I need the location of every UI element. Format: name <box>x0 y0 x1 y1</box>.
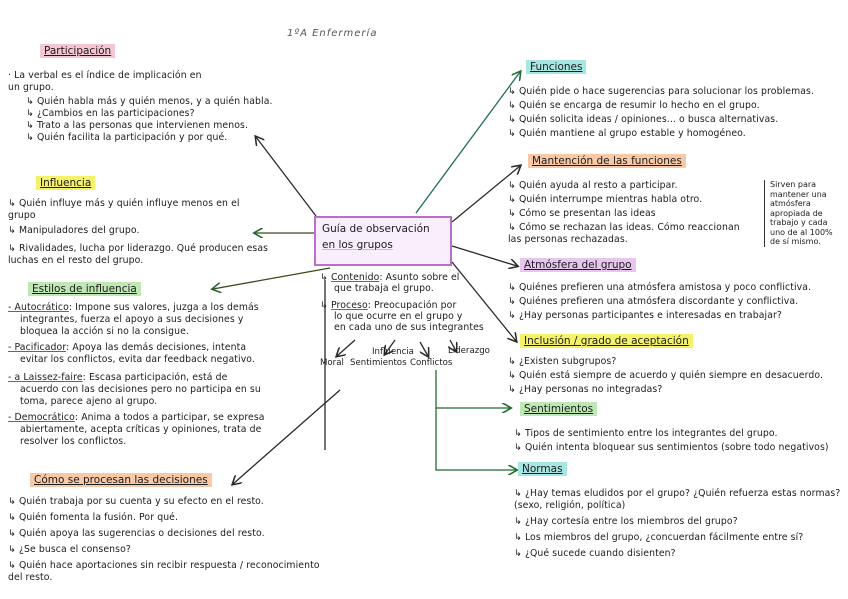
participacion-line-4: ↳ ¿Cambios en las participaciones? <box>26 108 195 119</box>
mantenimiento-heading: Mantención de las funciones <box>528 154 686 168</box>
decisiones-line-6: del resto. <box>8 572 53 583</box>
arrow-sub-moral <box>337 340 355 356</box>
influencia-line-3: ↳ Manipuladores del grupo. <box>8 225 140 236</box>
participacion-heading: Participación <box>40 44 115 58</box>
sub-influencia: Influencia <box>372 347 414 357</box>
normas-heading: Normas <box>518 462 567 476</box>
influencia-line-2: grupo <box>8 210 36 221</box>
normas-line-3: ↳ ¿Hay cortesía entre los miembros del grupo? <box>514 516 738 527</box>
participacion-line-3: ↳ Quién habla más y quién menos, y a quién habla. <box>26 96 273 107</box>
arrow-to-sentimientos <box>436 370 510 408</box>
sub-moral: Moral <box>320 358 344 368</box>
normas-line-1: ↳ ¿Hay temas eludidos por el grupo? ¿Quién refuerza estas normas? <box>514 488 841 499</box>
influencia-line-4: ↳ Rivalidades, lucha por liderazgo. Qué producen esas <box>8 243 269 254</box>
mantenimiento-line-3: ↳ Cómo se presentan las ideas <box>508 208 656 219</box>
sub-liderazgo: Liderazgo <box>448 346 490 356</box>
proceso-text: : Preocupación por <box>367 300 457 311</box>
mantenimiento-line-4: ↳ Cómo se rechazan las ideas. Cómo reaccionan <box>508 222 740 233</box>
funciones-line-3: ↳ Quién solicita ideas / opiniones... o busca alternativas. <box>508 114 779 125</box>
estilos-line-6: - a Laissez-faire: Escasa participación, está de <box>8 372 228 383</box>
influencia-line-5: luchas en el resto del grupo. <box>8 255 144 266</box>
sentimientos-line-1: ↳ Tipos de sentimiento entre los integrantes del grupo. <box>514 428 778 439</box>
decisiones-heading: Cómo se procesan las decisiones <box>30 473 212 487</box>
estilos-line-5: evitar los conflictos, evita dar feedback negativo. <box>20 354 255 365</box>
estilos-line-1: - Autocrático: Impone sus valores, juzga a los demás <box>8 302 259 313</box>
mantenimiento-note: Sirven para mantener una atmósfera apropiada de trabajo y cada uno de al 100% de sí mismo. <box>764 180 842 247</box>
proceso-label: Proceso <box>330 300 368 311</box>
arrow-sub-conflictos <box>420 342 428 356</box>
arrow-to-normas <box>436 408 516 470</box>
sub-conflictos: Conflictos <box>410 358 453 368</box>
arrow-to-atmosfera <box>452 246 517 266</box>
central-topic-line2: en los grupos <box>322 239 393 251</box>
atmosfera-line-1: ↳ Quiénes prefieren una atmósfera amistosa y poco conflictiva. <box>508 282 812 293</box>
estilos-line-8: toma, parece ajeno al grupo. <box>20 396 158 407</box>
decisiones-line-2: ↳ Quién fomenta la fusión. Por qué. <box>8 512 179 523</box>
proceso-definition-2: lo que ocurre en el grupo y <box>334 311 463 322</box>
funciones-line-2: ↳ Quién se encarga de resumir lo hecho en el grupo. <box>508 100 760 111</box>
estilos-line-10: abiertamente, acepta críticas y opiniones, trata de <box>20 424 262 435</box>
estilos-line-9: - Democrático: Anima a todos a participar, se expresa <box>8 412 265 423</box>
decisiones-line-4: ↳ ¿Se busca el consenso? <box>8 544 131 555</box>
normas-line-5: ↳ ¿Qué sucede cuando disienten? <box>514 548 676 559</box>
proceso-definition: ↳ Proceso: Preocupación por <box>320 300 457 311</box>
decisiones-line-5: ↳ Quién hace aportaciones sin recibir respuesta / reconocimiento <box>8 560 320 571</box>
estilos-line-11: resolver los conflictos. <box>20 436 127 447</box>
inclusion-line-2: ↳ Quién está siempre de acuerdo y quién siempre en desacuerdo. <box>508 370 824 381</box>
page-title: 1ºA Enfermería <box>287 28 378 39</box>
estilos-line-2: integrantes, fuerza el apoyo a sus decisiones y <box>20 314 244 325</box>
estilos-line-7: acuerdo con las decisiones pero no participa en su <box>20 384 261 395</box>
funciones-heading: Funciones <box>526 60 586 74</box>
influencia-heading: Influencia <box>36 176 95 190</box>
funciones-line-4: ↳ Quién mantiene al grupo estable y homogéneo. <box>508 128 746 139</box>
central-topic-line1: Guía de observación <box>322 223 430 235</box>
proceso-definition-3: en cada uno de sus integrantes <box>334 322 484 333</box>
contenido-definition: ↳ Contenido: Asunto sobre el <box>320 272 460 283</box>
participacion-line-5: ↳ Trato a las personas que intervienen menos. <box>26 120 249 131</box>
atmosfera-heading: Atmósfera del grupo <box>520 258 636 272</box>
decisiones-line-3: ↳ Quién apoya las sugerencias o decisiones del resto. <box>8 528 265 539</box>
participacion-line-1: · La verbal es el índice de implicación en <box>8 70 202 81</box>
estilos-line-4: - Pacificador: Apoya las demás decisiones, intenta <box>8 342 247 353</box>
arrow-to-funciones <box>416 72 520 213</box>
atmosfera-line-3: ↳ ¿Hay personas participantes e interesadas en trabajar? <box>508 310 782 321</box>
atmosfera-line-2: ↳ Quiénes prefieren una atmósfera discordante y conflictiva. <box>508 296 799 307</box>
inclusion-heading: Inclusión / grado de aceptación <box>520 334 693 348</box>
contenido-text: : Asunto sobre el <box>379 272 460 283</box>
estilos-heading: Estilos de influencia <box>28 282 141 296</box>
sub-sentimientos: Sentimientos <box>350 358 407 368</box>
mantenimiento-line-2: ↳ Quién interrumpe mientras habla otro. <box>508 194 703 205</box>
decisiones-line-1: ↳ Quién trabaja por su cuenta y su efecto en el resto. <box>8 496 264 507</box>
sentimientos-heading: Sentimientos <box>520 402 597 416</box>
arrow-to-participacion <box>256 137 316 216</box>
normas-line-4: ↳ Los miembros del grupo, ¿concuerdan fácilmente entre sí? <box>514 532 804 543</box>
inclusion-line-3: ↳ ¿Hay personas no integradas? <box>508 384 663 395</box>
mantenimiento-line-5: las personas rechazadas. <box>508 234 628 245</box>
sentimientos-line-2: ↳ Quién intenta bloquear sus sentimientos (sobre todo negativos) <box>514 442 829 453</box>
central-topic-box <box>314 216 452 266</box>
inclusion-line-1: ↳ ¿Existen subgrupos? <box>508 356 617 367</box>
funciones-line-1: ↳ Quién pide o hace sugerencias para solucionar los problemas. <box>508 86 815 97</box>
contenido-definition-2: que trabaja el grupo. <box>334 283 434 294</box>
participacion-line-2: un grupo. <box>8 82 54 93</box>
influencia-line-1: ↳ Quién influye más y quién influye menos en el <box>8 198 240 209</box>
arrow-to-estilos <box>213 268 330 289</box>
mantenimiento-line-1: ↳ Quién ayuda al resto a participar. <box>508 180 678 191</box>
arrow-to-decisiones <box>233 390 340 484</box>
estilos-line-3: bloquea la acción si no la consigue. <box>20 326 189 337</box>
normas-line-2: (sexo, religión, política) <box>514 500 626 511</box>
participacion-line-6: ↳ Quién facilita la participación y por qué. <box>26 132 228 143</box>
contenido-label: Contenido <box>330 272 380 283</box>
